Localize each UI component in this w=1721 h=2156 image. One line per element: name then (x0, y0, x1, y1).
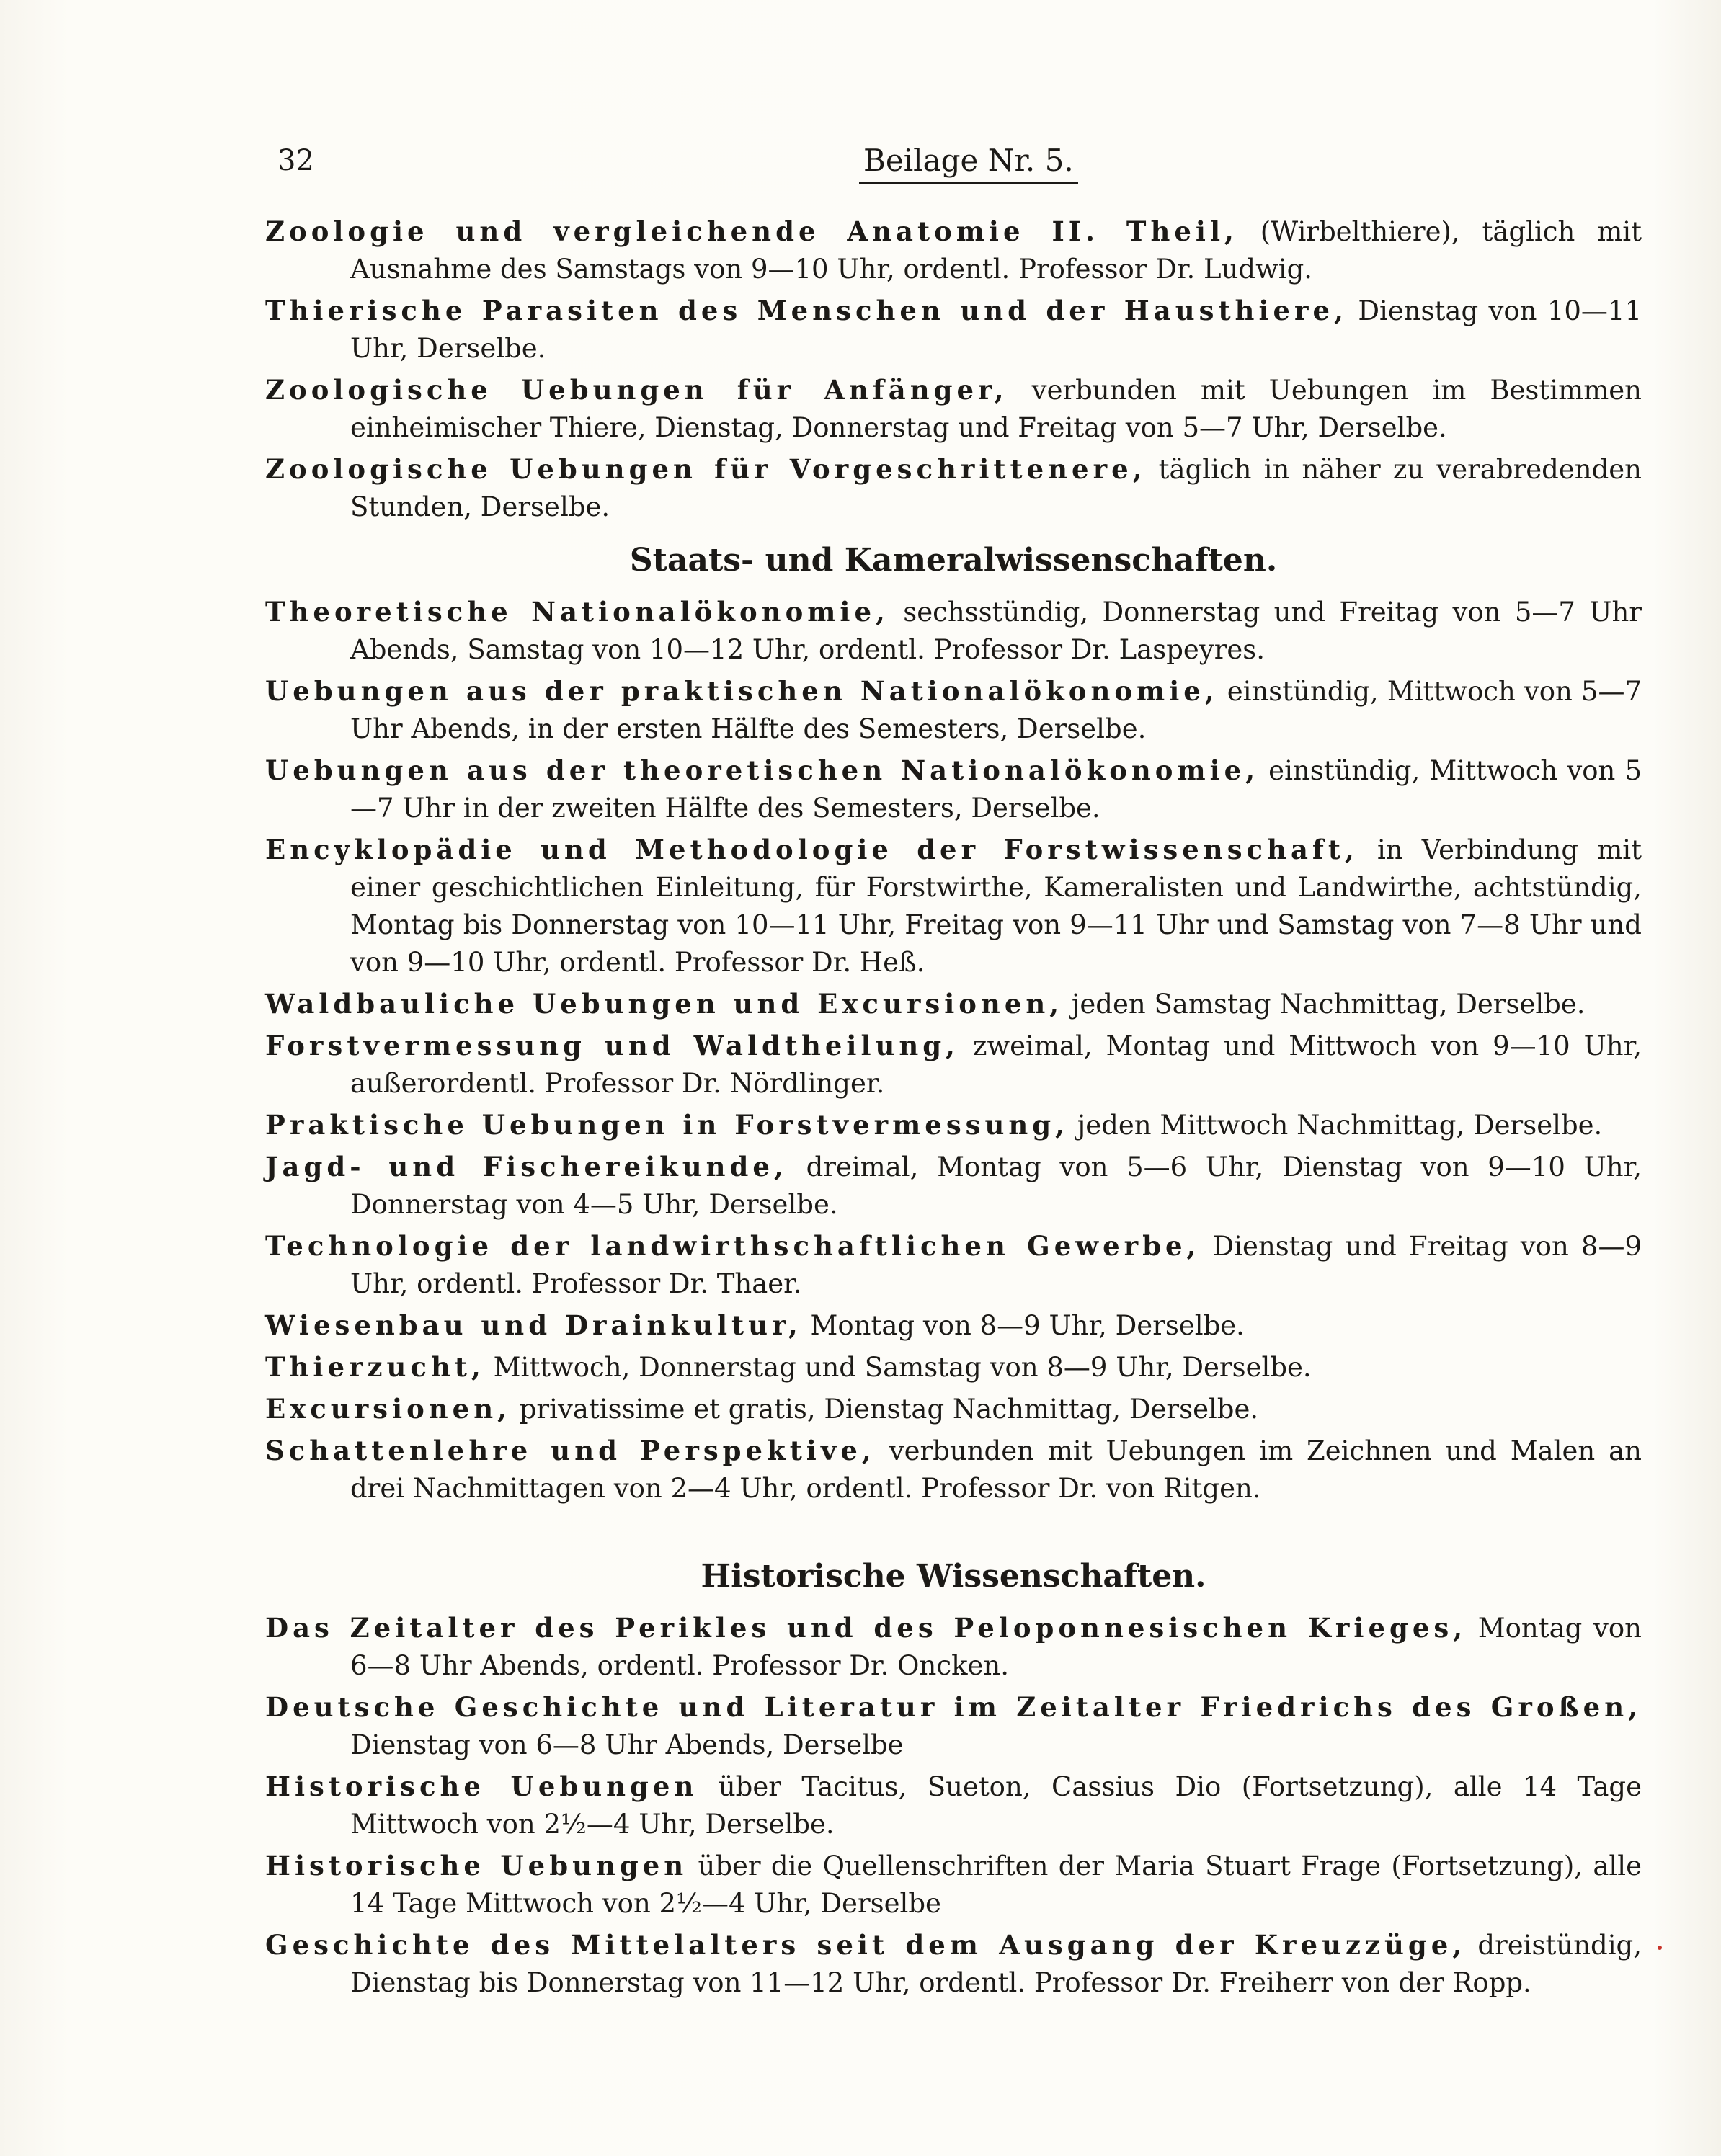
lecture-subject: Zoologische Uebungen für Vorgeschrittenere, (265, 453, 1147, 485)
lecture-details: einstündig, Mittwoch von 5—7 Uhr Abends, in der ersten Hälfte des Semesters, Derselbe. (350, 676, 1642, 744)
lecture-details: Mittwoch, Donnerstag und Samstag von 8—9 Uhr, Derselbe. (484, 1352, 1312, 1383)
lecture-subject: Zoologie und vergleichende Anatomie II. Theil, (265, 215, 1238, 247)
lecture-entry (265, 1148, 1642, 1224)
lecture-entry (265, 593, 1642, 669)
lecture-subject: Waldbauliche Uebungen und Excursionen, (265, 988, 1064, 1020)
lecture-subject: Historische Uebungen (265, 1850, 688, 1881)
lecture-entry (265, 450, 1642, 526)
lecture-details: jeden Mittwoch Nachmittag, Derselbe. (1069, 1110, 1603, 1141)
section-heading-historische: Historische Wissenschaften. (701, 1558, 1206, 1595)
lecture-subject: Uebungen aus der theoretischen Nationalökonomie, (265, 754, 1260, 786)
lecture-entry (265, 371, 1642, 447)
lecture-entry (265, 1227, 1642, 1303)
lecture-details: privatissime et gratis, Dienstag Nachmittag, Derselbe. (510, 1394, 1259, 1425)
lecture-entry (265, 672, 1642, 748)
lecture-details: zweimal, Montag und Mittwoch von 9—10 Uhr, außerordentl. Professor Dr. Nördlinger. (350, 1030, 1642, 1099)
lecture-entry (265, 831, 1642, 981)
lecture-details: in Verbindung mit einer geschichtlichen Einleitung, für Forstwirthe, Kameralisten und Landwirthe, achtstündig, Montag bis Donnerstag von 10—11 Uhr, Freitag von 9—11 Uhr und Samstag von 7—8 Uhr und von 9—10 Uhr, ordentl. Professor Dr. Heß. (350, 834, 1642, 978)
page-header (0, 137, 1721, 187)
lecture-entry (265, 1027, 1642, 1102)
lecture-entry (265, 292, 1642, 368)
lecture-subject: Schattenlehre und Perspektive, (265, 1435, 876, 1466)
lecture-details: einstündig, Mittwoch von 5—7 Uhr in der zweiten Hälfte des Semesters, Derselbe. (350, 755, 1642, 824)
lecture-subject: Forstvermessung und Waldtheilung, (265, 1030, 960, 1061)
lecture-subject: Excursionen, (265, 1393, 511, 1425)
lecture-subject: Uebungen aus der praktischen Nationalökonomie, (265, 675, 1219, 707)
lecture-subject: Thierzucht, (265, 1351, 485, 1383)
lecture-entry (265, 1306, 1642, 1345)
lecture-entry (265, 1609, 1642, 1685)
lecture-subject: Jagd- und Fischereikunde, (265, 1151, 788, 1182)
lecture-subject: Deutsche Geschichte und Literatur im Zeitalter Friedrichs des Großen, (265, 1691, 1642, 1723)
page-number: 32 (277, 144, 314, 177)
lecture-entry (265, 1847, 1642, 1923)
lecture-entry (265, 1348, 1642, 1386)
lecture-subject: Encyklopädie und Methodologie der Forstwissenschaft, (265, 834, 1358, 865)
lecture-list (265, 213, 1642, 2005)
lecture-subject: Thierische Parasiten des Menschen und der Hausthiere, (265, 295, 1348, 326)
lecture-details: Montag von 6—8 Uhr Abends, ordentl. Professor Dr. Oncken. (350, 1613, 1642, 1681)
lecture-entry (265, 1768, 1642, 1843)
supplement-title: Beilage Nr. 5. (859, 143, 1078, 184)
lecture-subject: Wiesenbau und Drainkultur, (265, 1309, 802, 1341)
lecture-details: über die Quellenschriften der Maria Stuart Frage (Fortsetzung), alle 14 Tage Mittwoch von 2½—4 Uhr, Derselbe (350, 1850, 1642, 1919)
ink-spot (1658, 1946, 1662, 1950)
lecture-details: jeden Samstag Nachmittag, Derselbe. (1063, 989, 1586, 1020)
lecture-details: (Wirbelthiere), täglich mit Ausnahme des Samstags von 9—10 Uhr, ordentl. Professor Dr. Ludwig. (350, 216, 1642, 285)
lecture-subject: Geschichte des Mittelalters seit dem Ausgang der Kreuzzüge, (265, 1929, 1467, 1961)
lecture-details: täglich in näher zu verabredenden Stunden, Derselbe. (350, 454, 1642, 522)
lecture-entry (265, 985, 1642, 1023)
lecture-details: sechsstündig, Donnerstag und Freitag von 5—7 Uhr Abends, Samstag von 10—12 Uhr, ordentl. Professor Dr. Laspeyres. (350, 597, 1642, 665)
lecture-details: Dienstag und Freitag von 8—9 Uhr, ordentl. Professor Dr. Thaer. (350, 1231, 1642, 1299)
lecture-subject: Technologie der landwirthschaftlichen Gewerbe, (265, 1230, 1201, 1262)
lecture-details: dreimal, Montag von 5—6 Uhr, Dienstag von 9—10 Uhr, Donnerstag von 4—5 Uhr, Derselbe. (350, 1152, 1642, 1220)
lecture-details: verbunden mit Uebungen im Zeichnen und Malen an drei Nachmittagen von 2—4 Uhr, ordentl. Professor Dr. von Ritgen. (350, 1435, 1642, 1504)
lecture-subject: Das Zeitalter des Perikles und des Peloponnesischen Krieges, (265, 1612, 1467, 1644)
lecture-entry (265, 1926, 1642, 2002)
lecture-details: Montag von 8—9 Uhr, Derselbe. (801, 1310, 1245, 1341)
lecture-entry (265, 1432, 1642, 1507)
lecture-subject: Theoretische Nationalökonomie, (265, 596, 889, 628)
lecture-entry (265, 1106, 1642, 1144)
lecture-subject: Praktische Uebungen in Forstvermessung, (265, 1109, 1069, 1141)
lecture-details: Dienstag von 10—11 Uhr, Derselbe. (350, 295, 1642, 364)
lecture-entry (265, 752, 1642, 827)
lecture-details: Dienstag von 6—8 Uhr Abends, Derselbe (350, 1729, 904, 1760)
lecture-entry (265, 213, 1642, 288)
lecture-subject: Historische Uebungen (265, 1770, 698, 1802)
section-heading-staats: Staats- und Kameralwissenschaften. (629, 542, 1278, 579)
lecture-entry (265, 1688, 1642, 1764)
lecture-details: dreistündig, Dienstag bis Donnerstag von 11—12 Uhr, ordentl. Professor Dr. Freiherr von der Ropp. (350, 1930, 1642, 1998)
lecture-details: verbunden mit Uebungen im Bestimmen einheimischer Thiere, Dienstag, Donnerstag und Freitag von 5—7 Uhr, Derselbe. (350, 375, 1642, 443)
lecture-entry (265, 1390, 1642, 1428)
lecture-details: über Tacitus, Sueton, Cassius Dio (Fortsetzung), alle 14 Tage Mittwoch von 2½—4 Uhr, Derselbe. (350, 1771, 1642, 1840)
lecture-subject: Zoologische Uebungen für Anfänger, (265, 374, 1008, 406)
